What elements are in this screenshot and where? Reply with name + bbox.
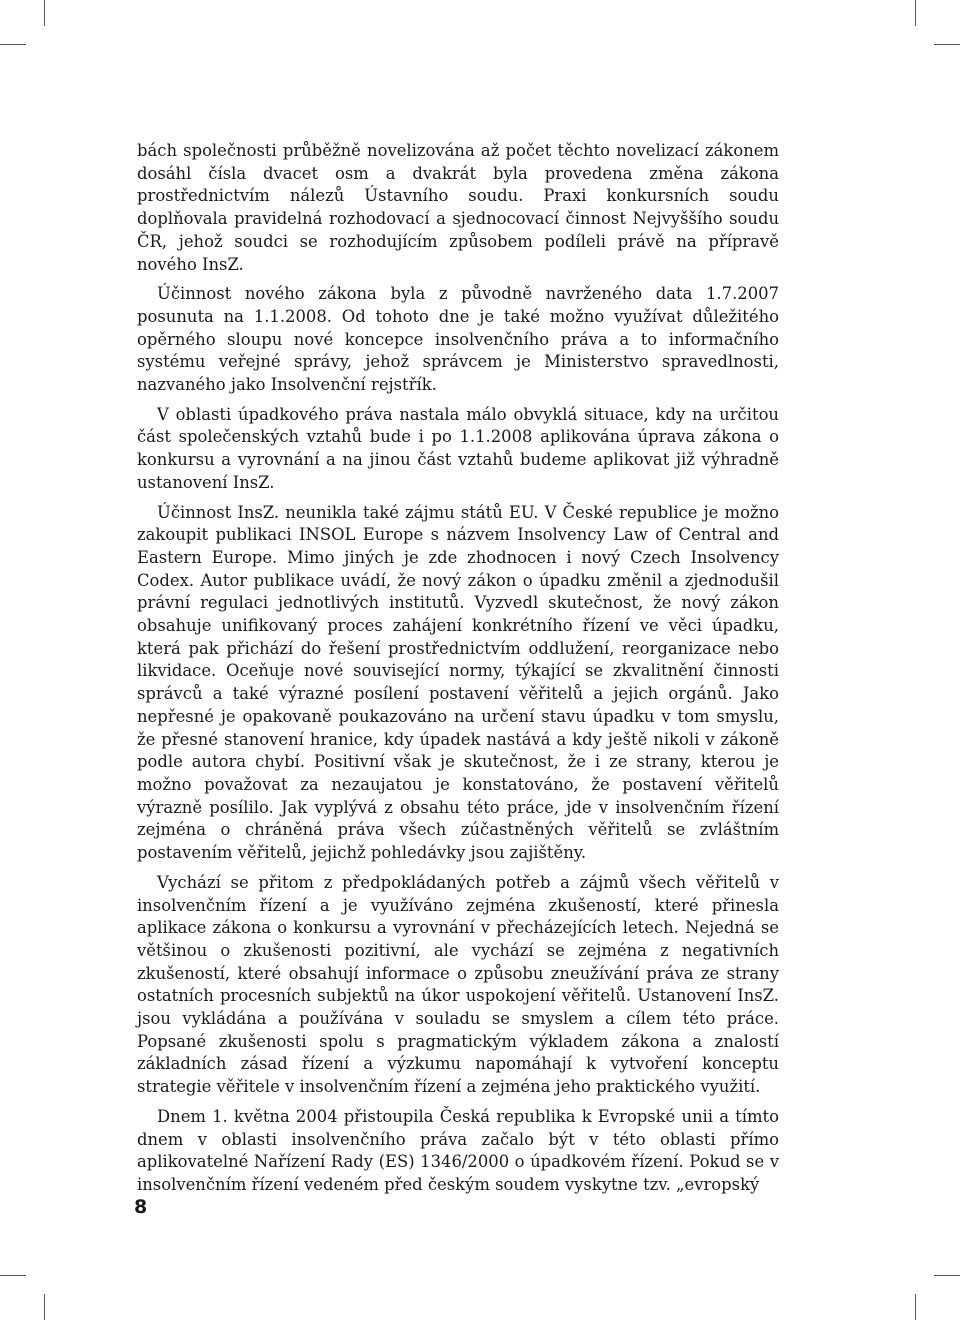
paragraph-4: Účinnost InsZ. neunikla také zájmu států EU. V České republice je možno zakoupit publikaci INSOL Europe s názvem Insolvency Law of Central and Eastern Europe. Mimo jiných je zde zhodnocen i nový Czech Insolvency Codex. Autor publikace uvádí, že nový zákon o úpadku změnil a zjednodušil právní regulaci jednotlivých institutů. Vyzvedl skutečnost, že nový zákon obsahuje unifikovaný proces zahájení konkrétního řízení ve věci úpadku, která pak přichází do řešení prostřednictvím oddlužení, reorganizace nebo likvidace. Oceňuje nové související normy, týkající se zkvalitnění činnosti správců a také výrazné posílení postavení věřitelů a jejich orgánů. Jako nepřesné je opakovaně poukazováno na určení stavu úpadku v tom smyslu, že přesné stanovení hranice, kdy úpadek nastává a kdy ještě nikoli v zákoně podle autora chybí. Positivní však je skutečnost, že i ze strany, kterou je možno považovat za nezaujatou je konstatováno, že postavení věřitelů výrazně posílilo. Jak vyplývá z obsahu této práce, jde v insolvenčním řízení zejména o chráněná práva všech zúčastněných věřitelů se zvláštním postavením věřitelů, jejichž pohledávky jsou zajištěny. (137, 502, 779, 863)
paragraph-3: V oblasti úpadkového práva nastala málo obvyklá situace, kdy na určitou část společenských vztahů bude i po 1.1.2008 aplikována úprava zákona o konkursu a vyrovnání a na jinou část vztahů budeme aplikovat již výhradně ustanovení InsZ. (137, 404, 779, 492)
crop-mark-bottom-right-vertical (915, 1294, 916, 1320)
crop-mark-top-left (0, 44, 26, 45)
paragraph-1: bách společnosti průběžně novelizována až počet těchto novelizací zákonem dosáhl čísla dvacet osm a dvakrát byla provedena změna zákona prostřednictvím nálezů Ústavního soudu. Praxi konkursních soudu doplňovala pravidelná rozhodovací a sjednocovací činnost Nejvyššího soudu ČR, jehož soudci se rozhodujícím způsobem podíleli právě na přípravě nového InsZ. (137, 141, 779, 274)
paragraph-5: Vychází se přitom z předpokládaných potřeb a zájmů všech věřitelů v insolvenčním řízení a je využíváno zejména zkušeností, které přinesla aplikace zákona o konkursu a vyrovnání v přecházejících letech. Nejedná se většinou o zkušenosti pozitivní, ale vychází se zejména z negativních zkušeností, které obsahují informace o způsobu zneužívání práva ze strany ostatních procesních subjektů na úkor uspokojení věřitelů. Ustanovení InsZ. jsou vykládána a používána v souladu se smyslem a cílem této práce. Popsané zkušenosti spolu s pragmatickým výkladem zákona a znalostí základních zásad řízení a výzkumu napomáhají k vytvoření konceptu strategie věřitele v insolvenčním řízení a zejména jeho praktického využití. (137, 872, 779, 1097)
crop-mark-bottom-right (934, 1275, 960, 1276)
paragraph-6: Dnem 1. května 2004 přistoupila Česká republika k Evropské unii a tímto dnem v oblasti insolvenčního práva začalo být v této oblasti přímo aplikovatelné Nařízení Rady (ES) 1346/2000 o úpadkovém řízení. Pokud se v insolvenčním řízení vedeném před českým soudem vyskytne tzv. „evropský (137, 1106, 779, 1194)
page-number: 8 (134, 1196, 148, 1218)
crop-mark-top-right-vertical (915, 0, 916, 26)
crop-mark-top-right (934, 44, 960, 45)
crop-mark-bottom-left-vertical (44, 1294, 45, 1320)
crop-mark-top-left-vertical (44, 0, 45, 26)
crop-mark-bottom-left (0, 1275, 26, 1276)
body-text (137, 140, 779, 1204)
paragraph-2: Účinnost nového zákona byla z původně navrženého data 1.7.2007 posunuta na 1.1.2008. Od tohoto dne je také možno využívat důležitého opěrného sloupu nové koncepce insolvenčního práva a to informačního systému veřejné správy, jehož správcem je Ministerstvo spravedlnosti, nazvaného jako Insolvenční rejstřík. (137, 284, 779, 395)
